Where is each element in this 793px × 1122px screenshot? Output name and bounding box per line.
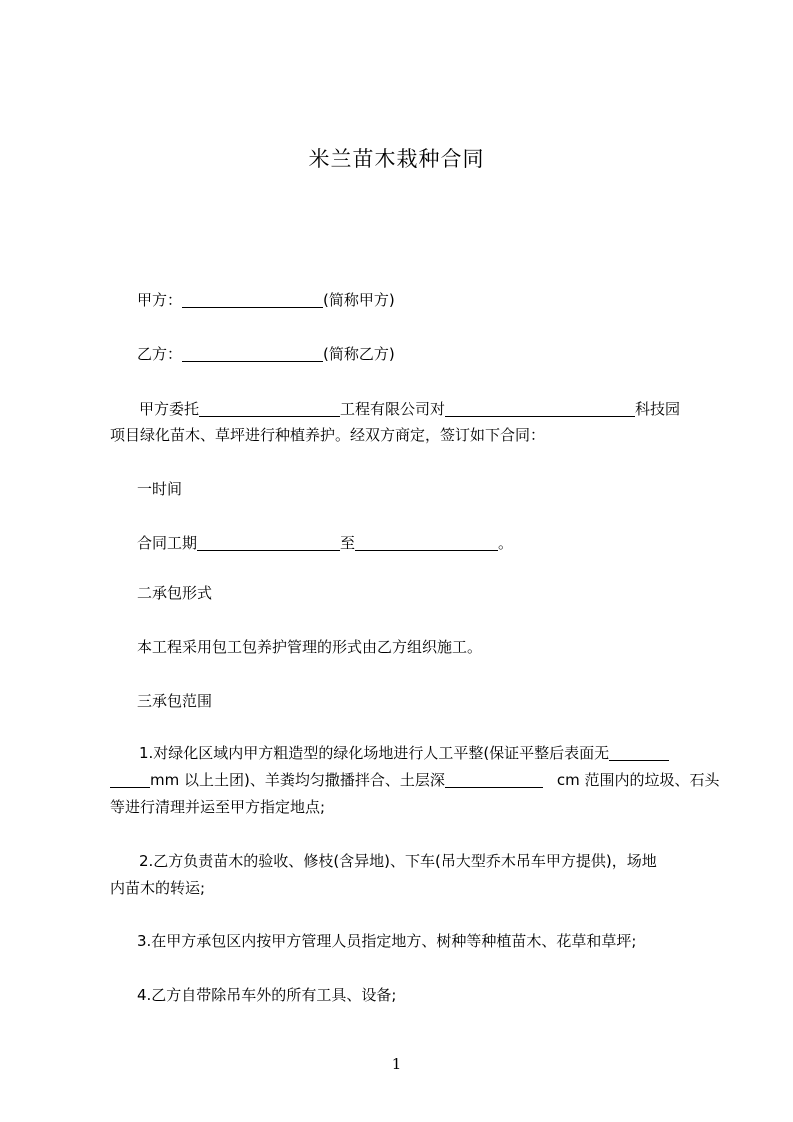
party-a-line	[110, 287, 727, 314]
scope-item-1-line-1	[110, 740, 729, 767]
section-2-body: 本工程采用包工包养护管理的形式由乙方组织施工。	[137, 638, 483, 656]
intro-seg-1: 甲方委托	[139, 400, 200, 418]
soil-depth-blank	[445, 771, 543, 788]
section-3-heading: 三承包范围	[137, 692, 213, 710]
scope-item-2-line-1: 2.乙方负责苗木的验收、修枝(含异地)、下车(吊大型乔木吊车甲方提供)，场地	[139, 852, 657, 870]
scope-item-1-text: 1.对绿化区域内甲方粗造型的绿化场地进行人工平整(保证平整后表面无	[139, 744, 610, 762]
page-number: 1	[391, 1055, 402, 1073]
period-end: 。	[498, 534, 514, 552]
soil-clod-blank-a	[609, 744, 669, 761]
intro-seg-3: 科技园	[635, 400, 681, 418]
section-1-heading: 一时间	[137, 480, 183, 498]
scope-item-1-seg-b: cm 范围内的垃圾、石头	[556, 771, 720, 789]
soil-clod-blank-b	[110, 771, 150, 788]
period-to: 至	[340, 534, 356, 552]
contractor-blank	[199, 400, 340, 417]
scope-item-3: 3.在甲方承包区内按甲方管理人员指定地方、树种等种植苗木、花草和草坪;	[137, 932, 637, 950]
intro-seg-2: 工程有限公司对	[340, 400, 446, 418]
scope-item-1-line-2	[110, 767, 720, 794]
project-blank	[445, 400, 635, 417]
party-a-label: 甲方：	[137, 291, 183, 309]
party-b-line	[110, 341, 727, 368]
party-b-blank	[182, 345, 323, 362]
scope-item-1-line-3: 等进行清理并运至甲方指定地点;	[110, 798, 326, 816]
intro-line-1	[110, 396, 729, 423]
party-a-suffix: (简称甲方)	[323, 291, 395, 309]
period-label: 合同工期	[137, 534, 198, 552]
period-end-blank	[355, 534, 498, 551]
party-a-blank	[182, 291, 323, 308]
contract-period-line	[110, 530, 727, 557]
section-2-heading: 二承包形式	[137, 584, 213, 602]
scope-item-1-seg-a: mm 以上土团)、羊粪均匀撒播拌合、土层深	[150, 771, 445, 789]
party-b-suffix: (简称乙方)	[323, 345, 395, 363]
scope-item-4: 4.乙方自带除吊车外的所有工具、设备;	[137, 986, 397, 1004]
period-start-blank	[197, 534, 340, 551]
intro-line-2: 项目绿化苗木、草坪进行种植养护。经双方商定，签订如下合同：	[110, 426, 546, 444]
document-title: 米兰苗木栽种合同	[308, 147, 485, 171]
scope-item-2-line-2: 内苗木的转运;	[110, 879, 206, 897]
party-b-label: 乙方：	[137, 345, 183, 363]
